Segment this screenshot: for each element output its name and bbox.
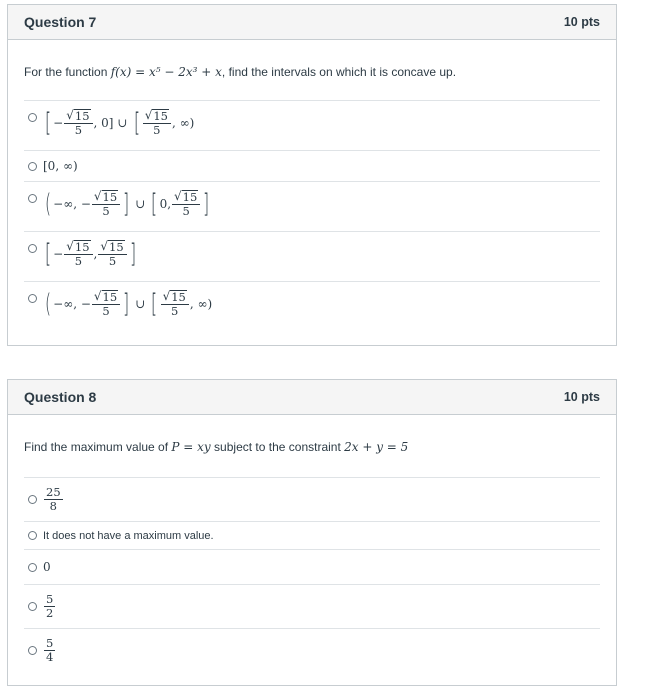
answer-option-4[interactable] (24, 584, 600, 628)
answer-option-4[interactable] (24, 231, 600, 281)
answer-expression: ( −∞, − √ 15 5 ] ∪ [ √ 15 5 , ∞) (45, 288, 213, 319)
radio-button[interactable] (28, 646, 37, 655)
question-header (8, 380, 616, 415)
answer-list (24, 477, 600, 672)
answer-expression: 0 (43, 560, 51, 574)
radio-button[interactable] (28, 563, 37, 572)
radio-button[interactable] (28, 244, 37, 253)
answer-expression: [ − √ 15 5 , √ 15 5 ] (45, 238, 136, 269)
answer-option-2[interactable] (24, 521, 600, 549)
radio-button[interactable] (28, 162, 37, 171)
answer-expression: $\frac{5}{4}$ (46, 636, 54, 664)
answer-list (24, 100, 600, 331)
answer-option-2[interactable] (24, 150, 600, 181)
answer-option-1[interactable] (24, 100, 600, 150)
question-7-card (7, 4, 617, 346)
radio-button[interactable] (28, 495, 37, 504)
radio-button[interactable] (28, 294, 37, 303)
radio-button[interactable] (28, 531, 37, 540)
question-points: 10 pts (563, 390, 600, 404)
answer-expression: ( −∞, − √ 15 5 ] ∪ [ 0, √ 15 5 ] (45, 188, 210, 219)
question-prompt: For the function f(x) = x⁵ − 2x³ + x, find the intervals on which it is concave up. (24, 65, 457, 79)
answer-expression: [ − √ 15 5 , 0] ∪ [ √ 15 5 , ∞) (45, 107, 195, 138)
answer-expression: $\frac{25}{8}$ (46, 485, 61, 513)
question-8-card (7, 379, 617, 686)
radio-button[interactable] (28, 194, 37, 203)
answer-expression: [0, ∞) (43, 159, 78, 173)
answer-expression: $\frac{5}{2}$ (46, 592, 54, 620)
question-title: Question 7 (24, 14, 97, 30)
question-title: Question 8 (24, 389, 97, 405)
radio-button[interactable] (28, 113, 37, 122)
radio-button[interactable] (28, 602, 37, 611)
question-prompt: Find the maximum value of P = xy subject to the constraint 2x + y = 5 (24, 440, 409, 454)
answer-text: It does not have a maximum value. (43, 529, 214, 542)
answer-option-5[interactable] (24, 628, 600, 672)
answer-option-3[interactable] (24, 549, 600, 584)
question-header (8, 5, 616, 40)
answer-option-3[interactable] (24, 181, 600, 231)
question-points: 10 pts (563, 15, 600, 29)
answer-option-5[interactable] (24, 281, 600, 331)
answer-option-1[interactable] (24, 477, 600, 521)
